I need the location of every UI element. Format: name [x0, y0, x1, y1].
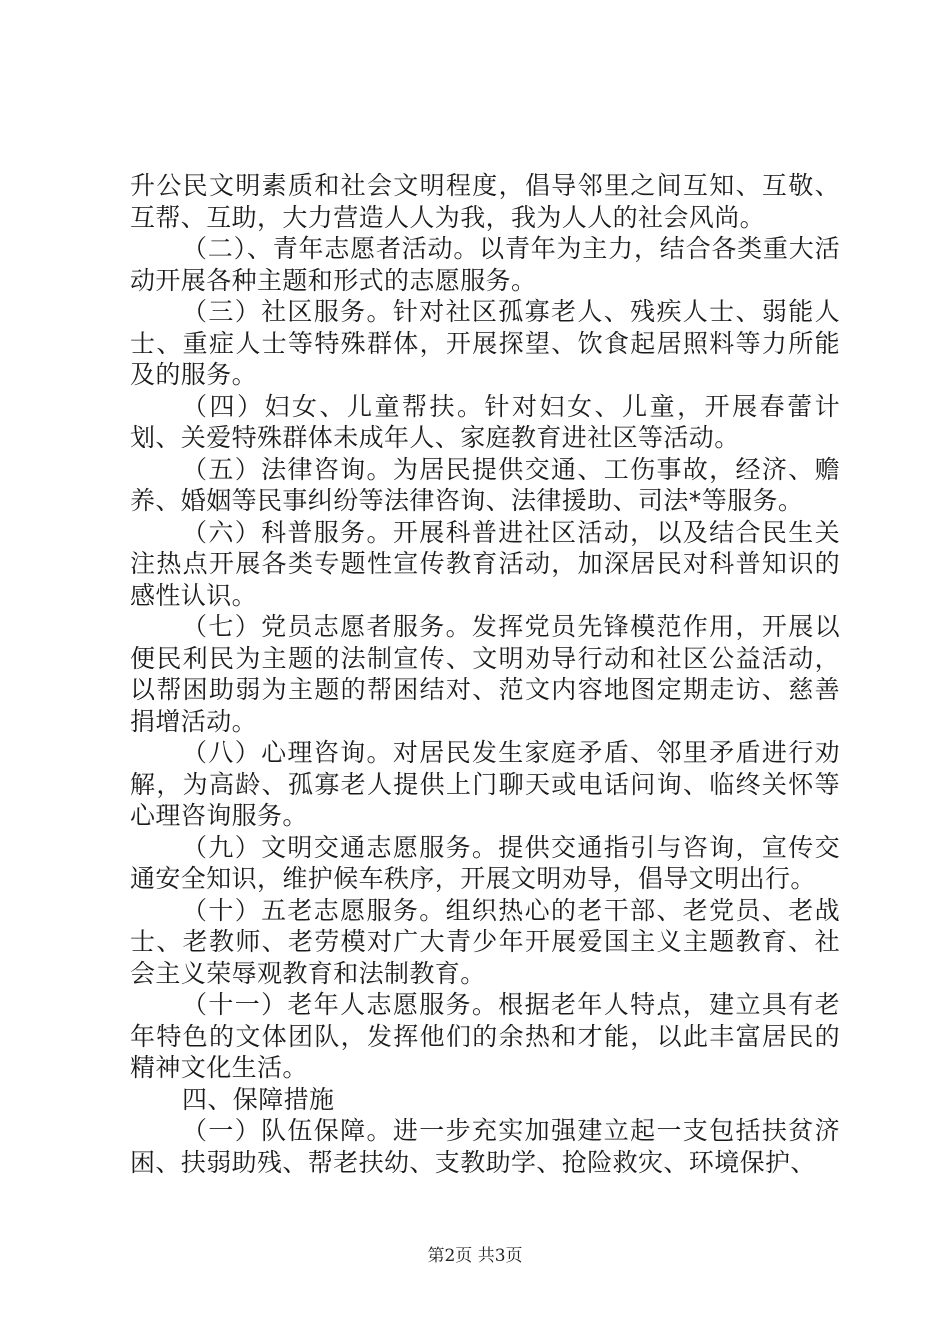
- paragraph-legal-consulting: （五）法律咨询。为居民提供交通、工伤事故，经济、赡养、婚姻等民事纠纷等法律咨询、法律援助、司法*等服务。: [130, 454, 840, 515]
- document-body: [130, 170, 840, 1178]
- paragraph-team-safeguard: （一）队伍保障。进一步充实加强建立起一支包括扶贫济困、扶弱助残、帮老扶幼、支教助学、抢险救灾、环境保护、: [130, 1116, 840, 1177]
- paragraph-youth-volunteers: （二）、青年志愿者活动。以青年为主力，结合各类重大活动开展各种主题和形式的志愿服务。: [130, 234, 840, 295]
- paragraph-traffic-volunteers: （九）文明交通志愿服务。提供交通指引与咨询，宣传交通安全知识，维护候车秩序，开展文明劝导，倡导文明出行。: [130, 832, 840, 893]
- paragraph-women-children: （四）妇女、儿童帮扶。针对妇女、儿童，开展春蕾计划、关爱特殊群体未成年人、家庭教育进社区等活动。: [130, 391, 840, 452]
- paragraph-psych-consulting: （八）心理咨询。对居民发生家庭矛盾、邻里矛盾进行劝解，为高龄、孤寡老人提供上门聊天或电话问询、临终关怀等心理咨询服务。: [130, 738, 840, 830]
- paragraph-elderly-volunteers: （十一）老年人志愿服务。根据老年人特点，建立具有老年特色的文体团队，发挥他们的余热和才能，以此丰富居民的精神文化生活。: [130, 990, 840, 1082]
- paragraph-party-volunteers: （七）党员志愿者服务。发挥党员先锋模范作用，开展以便民利民为主题的法制宣传、文明劝导行动和社区公益活动，以帮困助弱为主题的帮困结对、范文内容地图定期走访、慈善捐增活动。: [130, 612, 840, 736]
- paragraph-continuation: 升公民文明素质和社会文明程度，倡导邻里之间互知、互敬、互帮、互助，大力营造人人为我，我为人人的社会风尚。: [130, 171, 840, 232]
- paragraph-five-elders: （十）五老志愿服务。组织热心的老干部、老党员、老战士、老教师、老劳模对广大青少年开展爱国主义主题教育、社会主义荣辱观教育和法制教育。: [130, 895, 840, 988]
- section-heading-safeguards: 四、保障措施: [182, 1084, 335, 1114]
- paragraph-community-service: （三）社区服务。针对社区孤寡老人、残疾人士、弱能人士、重症人士等特殊群体，开展探望、饮食起居照料等力所能及的服务。: [130, 297, 840, 389]
- paragraph-science-service: （六）科普服务。开展科普进社区活动，以及结合民生关注热点开展各类专题性宣传教育活动，加深居民对科普知识的感性认识。: [130, 517, 840, 610]
- page-number-footer: 第2页 共3页: [427, 1246, 523, 1266]
